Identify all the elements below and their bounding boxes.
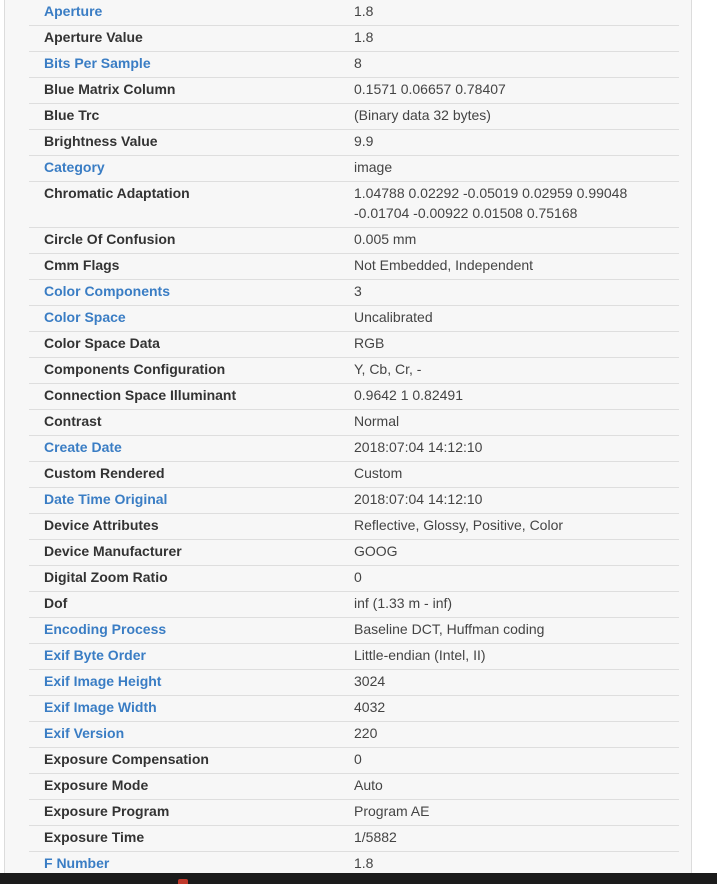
exif-key-label: Brightness Value [44, 133, 158, 149]
exif-key-label: Exposure Time [44, 829, 145, 845]
exif-key-link[interactable]: Date Time Original [44, 491, 168, 507]
exif-value: 1.8 [354, 3, 374, 19]
exif-key-label: Digital Zoom Ratio [44, 569, 168, 585]
table-row [29, 462, 679, 488]
table-row [29, 774, 679, 800]
table-row [29, 722, 679, 748]
exif-key-label: Chromatic Adaptation [44, 185, 190, 201]
exif-value: Little-endian (Intel, II) [354, 647, 486, 663]
table-row [29, 618, 679, 644]
exif-key-link[interactable]: Category [44, 159, 105, 175]
exif-key-label: Components Configuration [44, 361, 226, 377]
exif-value: Not Embedded, Independent [354, 257, 534, 273]
exif-value: Baseline DCT, Huffman coding [354, 621, 545, 637]
exif-value: inf (1.33 m - inf) [354, 595, 453, 611]
table-row [29, 104, 679, 130]
table-row [29, 26, 679, 52]
exif-value: 9.9 [354, 133, 374, 149]
table-row [29, 332, 679, 358]
exif-key-label: Blue Matrix Column [44, 81, 176, 97]
exif-key-label: Contrast [44, 413, 102, 429]
table-row [29, 254, 679, 280]
exif-key-label: Device Attributes [44, 517, 159, 533]
exif-value: 0.9642 1 0.82491 [354, 387, 463, 403]
bottom-bar [0, 873, 717, 884]
table-row [29, 566, 679, 592]
exif-value: Auto [354, 777, 383, 793]
exif-value: 0.005 mm [354, 231, 417, 247]
exif-value: 1.8 [354, 855, 374, 871]
table-row [29, 228, 679, 254]
exif-key-label: Blue Trc [44, 107, 100, 123]
table-row [29, 592, 679, 618]
exif-key-link[interactable]: Color Components [44, 283, 170, 299]
table-row [29, 0, 679, 26]
exif-key-label: Exposure Compensation [44, 751, 209, 767]
exif-value: Normal [354, 413, 400, 429]
table-row [29, 540, 679, 566]
bottom-bar-marker [178, 879, 188, 884]
exif-key-label: Device Manufacturer [44, 543, 182, 559]
exif-value: GOOG [354, 543, 398, 559]
table-row [29, 384, 679, 410]
exif-key-label: Exposure Mode [44, 777, 149, 793]
exif-key-label: Connection Space Illuminant [44, 387, 237, 403]
exif-key-label: Custom Rendered [44, 465, 165, 481]
exif-key-link[interactable]: Create Date [44, 439, 122, 455]
exif-key-link[interactable]: Color Space [44, 309, 126, 325]
exif-value: 4032 [354, 699, 386, 715]
exif-value: 0 [354, 751, 362, 767]
exif-value: 1.8 [354, 29, 374, 45]
exif-value: 2018:07:04 14:12:10 [354, 439, 483, 455]
exif-key-label: Color Space Data [44, 335, 160, 351]
table-row [29, 130, 679, 156]
exif-key-link[interactable]: Exif Image Width [44, 699, 157, 715]
exif-value: Custom [354, 465, 403, 481]
table-row [29, 826, 679, 852]
table-row [29, 488, 679, 514]
exif-key-label: Cmm Flags [44, 257, 120, 273]
exif-key-label: Aperture Value [44, 29, 143, 45]
table-row [29, 182, 679, 228]
exif-value: 3 [354, 283, 362, 299]
exif-key-link[interactable]: Bits Per Sample [44, 55, 151, 71]
exif-value: 1.04788 0.02292 -0.05019 0.02959 0.99048 -0.01704 -0.00922 0.01508 0.75168 [354, 185, 628, 221]
table-row [29, 358, 679, 384]
table-row [29, 156, 679, 182]
table-row [29, 280, 679, 306]
table-row [29, 78, 679, 104]
table-row [29, 748, 679, 774]
table-row [29, 800, 679, 826]
table-row [29, 696, 679, 722]
exif-value: Y, Cb, Cr, - [354, 361, 422, 377]
exif-value: 2018:07:04 14:12:10 [354, 491, 483, 507]
exif-key-link[interactable]: Encoding Process [44, 621, 167, 637]
table-row [29, 436, 679, 462]
exif-key-label: Exposure Program [44, 803, 170, 819]
exif-value: Reflective, Glossy, Positive, Color [354, 517, 564, 533]
exif-panel [4, 0, 692, 884]
table-row [29, 670, 679, 696]
exif-value: 8 [354, 55, 362, 71]
exif-value: (Binary data 32 bytes) [354, 107, 491, 123]
exif-key-link[interactable]: Exif Image Height [44, 673, 162, 689]
exif-value: 220 [354, 725, 378, 741]
exif-value: 1/5882 [354, 829, 397, 845]
table-row [29, 514, 679, 540]
exif-key-link[interactable]: Aperture [44, 3, 103, 19]
exif-key-link[interactable]: Exif Version [44, 725, 125, 741]
exif-value: Program AE [354, 803, 430, 819]
table-row [29, 52, 679, 78]
exif-value: image [354, 159, 393, 175]
exif-key-link[interactable]: F Number [44, 855, 110, 871]
exif-key-link[interactable]: Exif Byte Order [44, 647, 146, 663]
table-row [29, 644, 679, 670]
table-row [29, 410, 679, 436]
table-row [29, 306, 679, 332]
exif-value: Uncalibrated [354, 309, 433, 325]
exif-value: 3024 [354, 673, 386, 689]
exif-table [29, 0, 679, 878]
exif-key-label: Dof [44, 595, 68, 611]
exif-key-label: Circle Of Confusion [44, 231, 176, 247]
exif-value: 0 [354, 569, 362, 585]
exif-value: 0.1571 0.06657 0.78407 [354, 81, 506, 97]
exif-value: RGB [354, 335, 385, 351]
